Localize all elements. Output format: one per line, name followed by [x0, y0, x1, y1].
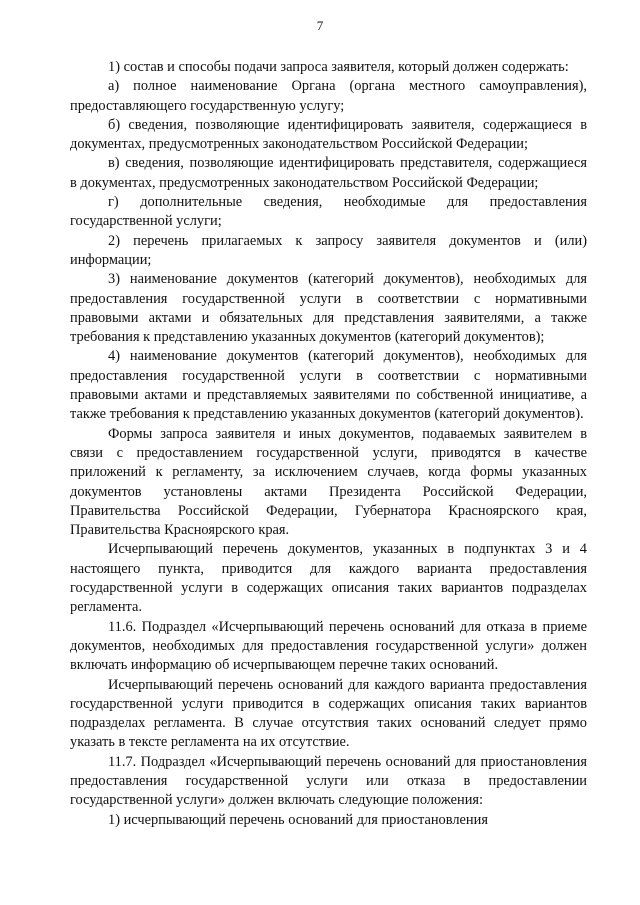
paragraph-item-1b: б) сведения, позволяющие идентифицировать заявителя, содержащиеся в документах, предусмотренных законодательством Российской Федерации; [70, 116, 587, 153]
paragraph-item-4: 4) наименование документов (категорий документов), необходимых для предоставления государственной услуги в соответствии с нормативными правовыми актами и представляемых заявителями по собственной инициативе, а также требования к представлению указанных документов (категорий документов). [70, 348, 587, 423]
paragraph-item-3: 3) наименование документов (категорий документов), необходимых для предоставления государственной услуги в соответствии с нормативными правовыми актами и обязательных для представления заявителями, а также требования к представлению указанных документов (категорий документов); [70, 271, 587, 346]
document-body [70, 58, 587, 830]
paragraph-item-1a: а) полное наименование Органа (органа местного самоуправления), предоставляющего государственную услугу; [70, 78, 587, 114]
paragraph-section-11-6: 11.6. Подраздел «Исчерпывающий перечень оснований для отказа в приеме документов, необходимых для предоставления государственной услуги» должен включать информацию об исчерпывающем перечне таких оснований. [70, 618, 587, 674]
paragraph-exhaustive-list: Исчерпывающий перечень документов, указанных в подпунктах 3 и 4 настоящего пункта, приводится для каждого варианта предоставления государственной услуги в содержащих описания таких вариантов подразделах регламента. [70, 541, 587, 616]
paragraph-item-1g: г) дополнительные сведения, необходимые для предоставления государственной услуги; [70, 194, 587, 230]
paragraph-item-1-suspension: 1) исчерпывающий перечень оснований для приостановления [108, 811, 488, 828]
page-number: 7 [316, 18, 324, 33]
paragraph-item-1: 1) состав и способы подачи запроса заявителя, который должен содержать: [108, 59, 569, 75]
paragraph-grounds-list: Исчерпывающий перечень оснований для каждого варианта предоставления государственной услуги приводится в содержащих описания таких вариантов подразделах регламента. В случае отсутствия таких оснований следует прямо указать в тексте регламента на их отсутствие. [70, 676, 587, 751]
paragraph-item-1v: в) сведения, позволяющие идентифицировать представителя, содержащиеся в документах, предусмотренных законодательством Российской Федерации; [70, 155, 587, 191]
paragraph-forms: Формы запроса заявителя и иных документов, подаваемых заявителем в связи с предоставлением государственной услуги, приводятся в качестве приложений к регламенту, за исключением случаев, когда формы указанных документов установлены актами Президента Российской Федерации, Правительства Российской Федерации, Губернатора Красноярского края, Правительства Красноярского края. [70, 425, 587, 539]
paragraph-section-11-7: 11.7. Подраздел «Исчерпывающий перечень оснований для приостановления предоставления государственной услуги или отказа в предоставлении государственной услуги» должен включать следующие положения: [70, 753, 587, 809]
paragraph-item-2: 2) перечень прилагаемых к запросу заявителя документов и (или) информации; [70, 232, 587, 268]
